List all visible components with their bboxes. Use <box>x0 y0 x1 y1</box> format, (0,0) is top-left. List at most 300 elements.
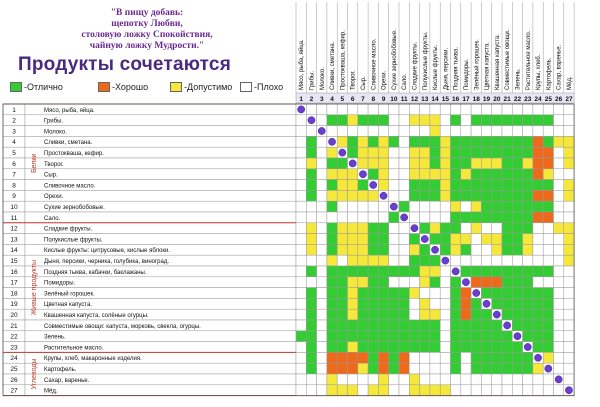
compatibility-cell <box>378 298 388 309</box>
compatibility-cell <box>296 201 306 212</box>
compatibility-cell <box>492 212 502 223</box>
compatibility-cell <box>440 309 450 320</box>
row-number: 9 <box>12 193 16 201</box>
diagonal-dot-icon <box>308 117 315 124</box>
compatibility-cell <box>389 104 399 115</box>
compatibility-cell <box>481 212 491 223</box>
compatibility-cell <box>389 266 399 277</box>
compatibility-cell <box>399 266 409 277</box>
compatibility-cell <box>451 385 461 396</box>
compatibility-cell <box>502 309 512 320</box>
compatibility-cell <box>317 136 327 147</box>
compatibility-cell <box>389 126 399 137</box>
compatibility-cell <box>502 180 512 191</box>
compatibility-cell <box>461 115 471 126</box>
compatibility-cell <box>358 266 368 277</box>
diagonal-dot-icon <box>359 171 366 178</box>
compatibility-cell <box>481 158 491 169</box>
row-label: Мясо, рыба, яйца. <box>44 107 95 114</box>
compatibility-cell <box>481 288 491 299</box>
column-number: 8 <box>371 96 376 103</box>
compatibility-cell <box>543 331 553 342</box>
row-label: Простокваша, кефир. <box>44 151 104 157</box>
row-label: Помидоры. <box>44 280 76 287</box>
row-number: 4 <box>12 139 16 147</box>
compatibility-cell <box>543 266 553 277</box>
compatibility-cell <box>348 223 358 234</box>
compatibility-cell <box>389 374 399 385</box>
compatibility-cell <box>327 126 337 137</box>
compatibility-cell <box>461 374 471 385</box>
compatibility-cell <box>430 298 440 309</box>
compatibility-cell <box>554 352 564 363</box>
compatibility-cell <box>317 309 327 320</box>
column-number: 6 <box>350 96 355 103</box>
column-header-label: Крупы, хлеб. <box>536 54 543 90</box>
compatibility-cell <box>378 180 388 191</box>
compatibility-cell <box>512 190 522 201</box>
compatibility-cell <box>399 115 409 126</box>
compatibility-cell <box>471 309 481 320</box>
compatibility-cell <box>492 320 502 331</box>
compatibility-cell <box>399 331 409 342</box>
compatibility-cell <box>440 223 450 234</box>
compatibility-cell <box>430 223 440 234</box>
compatibility-cell <box>399 169 409 180</box>
compatibility-cell <box>471 136 481 147</box>
row-number: 10 <box>10 204 18 211</box>
compatibility-cell <box>317 320 327 331</box>
compatibility-cell <box>348 126 358 137</box>
compatibility-cell <box>451 136 461 147</box>
compatibility-cell <box>378 136 388 147</box>
compatibility-cell <box>481 385 491 396</box>
compatibility-cell <box>564 190 574 201</box>
compatibility-cell <box>512 201 522 212</box>
compatibility-cell <box>502 223 512 234</box>
compatibility-cell <box>492 374 502 385</box>
compatibility-cell <box>337 223 347 234</box>
compatibility-cell <box>399 223 409 234</box>
column-number: 27 <box>565 96 573 103</box>
compatibility-cell <box>420 115 430 126</box>
compatibility-cell <box>461 104 471 115</box>
compatibility-cell <box>523 104 533 115</box>
compatibility-cell <box>409 320 419 331</box>
compatibility-cell <box>554 277 564 288</box>
compatibility-cell <box>389 331 399 342</box>
compatibility-cell <box>399 234 409 245</box>
compatibility-cell <box>564 180 574 191</box>
compatibility-cell <box>296 190 306 201</box>
diagonal-dot-icon <box>390 203 397 210</box>
compatibility-cell <box>337 201 347 212</box>
diagonal-dot-icon <box>473 289 480 296</box>
column-number: 25 <box>544 96 552 103</box>
compatibility-cell <box>523 158 533 169</box>
compatibility-cell <box>471 244 481 255</box>
compatibility-cell <box>348 190 358 201</box>
compatibility-cell <box>420 158 430 169</box>
compatibility-cell <box>378 158 388 169</box>
compatibility-cell <box>481 342 491 353</box>
diagonal-dot-icon <box>339 149 346 156</box>
quote-line-4: чайную ложку Мудрости." <box>89 41 205 51</box>
compatibility-cell <box>564 234 574 245</box>
compatibility-cell <box>502 212 512 223</box>
compatibility-cell <box>502 136 512 147</box>
compatibility-cell <box>554 115 564 126</box>
compatibility-cell <box>420 223 430 234</box>
compatibility-cell <box>543 115 553 126</box>
compatibility-cell <box>358 223 368 234</box>
compatibility-cell <box>512 298 522 309</box>
compatibility-cell <box>512 309 522 320</box>
compatibility-cell <box>368 320 378 331</box>
quote-line-2: щепотку Любви, <box>111 19 183 29</box>
legend-label-good: -Хорошо <box>112 82 149 92</box>
compatibility-cell <box>358 126 368 137</box>
compatibility-cell <box>409 385 419 396</box>
row-label: Сухие зернобобовые. <box>44 205 105 211</box>
compatibility-cell <box>327 244 337 255</box>
compatibility-cell <box>430 342 440 353</box>
compatibility-cell <box>451 288 461 299</box>
column-number: 16 <box>452 96 460 103</box>
compatibility-cell <box>399 126 409 137</box>
compatibility-cell <box>451 115 461 126</box>
compatibility-cell <box>440 104 450 115</box>
compatibility-cell <box>368 244 378 255</box>
row-label: Орехи. <box>44 194 64 201</box>
compatibility-cell <box>533 190 543 201</box>
compatibility-cell <box>523 190 533 201</box>
compatibility-cell <box>337 298 347 309</box>
compatibility-cell <box>564 115 574 126</box>
compatibility-cell <box>389 212 399 223</box>
compatibility-cell <box>399 158 409 169</box>
compatibility-cell <box>492 223 502 234</box>
group-label: Углеводы <box>31 358 38 390</box>
row-label: Кислые фрукты: цитрусовые, кислые яблоки. <box>44 248 171 255</box>
compatibility-cell <box>378 363 388 374</box>
compatibility-cell <box>481 244 491 255</box>
compatibility-cell <box>451 255 461 266</box>
compatibility-cell <box>337 244 347 255</box>
compatibility-cell <box>502 266 512 277</box>
compatibility-cell <box>337 158 347 169</box>
compatibility-cell <box>296 298 306 309</box>
compatibility-cell <box>368 266 378 277</box>
compatibility-cell <box>409 331 419 342</box>
compatibility-cell <box>502 190 512 201</box>
compatibility-cell <box>378 277 388 288</box>
compatibility-cell <box>420 374 430 385</box>
compatibility-cell <box>389 234 399 245</box>
compatibility-cell <box>358 180 368 191</box>
compatibility-cell <box>358 255 368 266</box>
row-number: 19 <box>10 301 18 309</box>
compatibility-cell <box>368 212 378 223</box>
compatibility-cell <box>399 342 409 353</box>
compatibility-cell <box>399 190 409 201</box>
column-header-label: Картофель. <box>546 57 553 90</box>
compatibility-cell <box>512 158 522 169</box>
compatibility-cell <box>358 115 368 126</box>
compatibility-cell <box>409 126 419 137</box>
compatibility-cell <box>296 126 306 137</box>
compatibility-cell <box>564 255 574 266</box>
column-number: 3 <box>319 96 324 103</box>
compatibility-cell <box>471 277 481 288</box>
compatibility-cell <box>554 223 564 234</box>
compatibility-cell <box>296 147 306 158</box>
compatibility-cell <box>481 277 491 288</box>
compatibility-cell <box>461 331 471 342</box>
compatibility-cell <box>512 342 522 353</box>
compatibility-cell <box>337 266 347 277</box>
compatibility-cell <box>451 374 461 385</box>
compatibility-cell <box>471 266 481 277</box>
compatibility-cell <box>327 309 337 320</box>
compatibility-cell <box>317 352 327 363</box>
compatibility-cell <box>451 212 461 223</box>
compatibility-cell <box>317 288 327 299</box>
compatibility-cell <box>533 104 543 115</box>
compatibility-cell <box>348 234 358 245</box>
compatibility-cell <box>317 180 327 191</box>
compatibility-cell <box>399 136 409 147</box>
compatibility-cell <box>430 288 440 299</box>
row-label: Сыр. <box>44 172 58 179</box>
compatibility-cell <box>378 352 388 363</box>
compatibility-cell <box>378 244 388 255</box>
compatibility-cell <box>409 363 419 374</box>
compatibility-cell <box>471 331 481 342</box>
compatibility-cell <box>368 234 378 245</box>
compatibility-cell <box>306 342 316 353</box>
compatibility-cell <box>492 201 502 212</box>
compatibility-cell <box>430 255 440 266</box>
compatibility-cell <box>461 147 471 158</box>
compatibility-cell <box>337 320 347 331</box>
compatibility-cell <box>492 180 502 191</box>
column-header-label: Растительное масло. <box>525 30 532 90</box>
compatibility-cell <box>451 363 461 374</box>
compatibility-cell <box>512 115 522 126</box>
compatibility-cell <box>296 385 306 396</box>
compatibility-cell <box>317 147 327 158</box>
compatibility-cell <box>348 104 358 115</box>
compatibility-cell <box>502 201 512 212</box>
compatibility-cell <box>533 266 543 277</box>
compatibility-cell <box>378 255 388 266</box>
compatibility-cell <box>327 342 337 353</box>
compatibility-cell <box>358 147 368 158</box>
row-label-cell <box>25 212 296 223</box>
compatibility-cell <box>492 255 502 266</box>
compatibility-cell <box>327 190 337 201</box>
compatibility-cell <box>337 309 347 320</box>
compatibility-cell <box>492 136 502 147</box>
compatibility-cell <box>471 104 481 115</box>
compatibility-cell <box>296 115 306 126</box>
compatibility-cell <box>554 255 564 266</box>
compatibility-cell <box>502 298 512 309</box>
compatibility-cell <box>368 136 378 147</box>
compatibility-cell <box>378 385 388 396</box>
compatibility-cell <box>533 288 543 299</box>
compatibility-cell <box>420 309 430 320</box>
column-number: 20 <box>493 96 501 103</box>
diagonal-dot-icon <box>483 300 490 307</box>
compatibility-cell <box>389 385 399 396</box>
row-label: Молоко. <box>44 129 67 136</box>
compatibility-cell <box>471 363 481 374</box>
compatibility-cell <box>533 212 543 223</box>
compatibility-cell <box>471 342 481 353</box>
row-number: 20 <box>10 312 18 319</box>
compatibility-cell <box>440 169 450 180</box>
compatibility-cell <box>430 180 440 191</box>
compatibility-cell <box>564 223 574 234</box>
diagonal-dot-icon <box>318 127 325 134</box>
group-label: Живые продукты <box>31 259 38 316</box>
compatibility-cell <box>440 288 450 299</box>
compatibility-cell <box>358 309 368 320</box>
row-number: 13 <box>10 236 18 244</box>
compatibility-cell <box>492 244 502 255</box>
compatibility-cell <box>296 342 306 353</box>
compatibility-cell <box>512 277 522 288</box>
diagonal-dot-icon <box>462 279 469 286</box>
compatibility-cell <box>317 385 327 396</box>
compatibility-cell <box>358 298 368 309</box>
compatibility-cell <box>461 126 471 137</box>
compatibility-cell <box>554 298 564 309</box>
column-number: 11 <box>400 96 408 103</box>
compatibility-cell <box>337 277 347 288</box>
compatibility-cell <box>564 158 574 169</box>
row-number: 3 <box>12 128 16 136</box>
compatibility-cell <box>523 309 533 320</box>
compatibility-cell <box>327 266 337 277</box>
compatibility-cell <box>440 136 450 147</box>
row-label: Творог. <box>44 161 64 168</box>
compatibility-cell <box>554 169 564 180</box>
compatibility-cell <box>481 147 491 158</box>
compatibility-cell <box>358 212 368 223</box>
compatibility-cell <box>348 352 358 363</box>
compatibility-cell <box>481 223 491 234</box>
row-label: Мёд. <box>44 388 58 395</box>
row-label: Крупы, хлеб, макаронные изделия. <box>44 356 142 363</box>
compatibility-cell <box>409 147 419 158</box>
compatibility-cell <box>358 342 368 353</box>
compatibility-cell <box>399 244 409 255</box>
compatibility-cell <box>409 277 419 288</box>
compatibility-cell <box>337 288 347 299</box>
diagonal-dot-icon <box>298 106 305 113</box>
compatibility-cell <box>430 212 440 223</box>
compatibility-cell <box>368 126 378 137</box>
compatibility-cell <box>461 385 471 396</box>
compatibility-cell <box>451 342 461 353</box>
row-label-cell <box>25 190 296 201</box>
compatibility-cell <box>471 234 481 245</box>
compatibility-cell <box>296 136 306 147</box>
compatibility-cell <box>368 288 378 299</box>
compatibility-cell <box>492 385 502 396</box>
compatibility-cell <box>348 115 358 126</box>
compatibility-cell <box>327 385 337 396</box>
page-title: Продукты сочетаются <box>18 54 231 75</box>
compatibility-cell <box>409 255 419 266</box>
compatibility-cell <box>306 288 316 299</box>
compatibility-cell <box>378 212 388 223</box>
compatibility-cell <box>358 136 368 147</box>
compatibility-cell <box>337 363 347 374</box>
compatibility-cell <box>461 320 471 331</box>
compatibility-cell <box>492 298 502 309</box>
compatibility-cell <box>296 309 306 320</box>
row-number: 12 <box>10 225 18 233</box>
compatibility-cell <box>420 363 430 374</box>
compatibility-cell <box>327 234 337 245</box>
compatibility-cell <box>481 234 491 245</box>
compatibility-cell <box>554 244 564 255</box>
column-number: 22 <box>513 96 522 103</box>
compatibility-cell <box>451 147 461 158</box>
compatibility-cell <box>368 363 378 374</box>
compatibility-cell <box>327 352 337 363</box>
compatibility-cell <box>543 136 553 147</box>
row-label: Картофель. <box>44 367 77 373</box>
compatibility-cell <box>512 104 522 115</box>
compatibility-cell <box>430 331 440 342</box>
compatibility-cell <box>512 255 522 266</box>
compatibility-cell <box>554 234 564 245</box>
compatibility-cell <box>461 234 471 245</box>
compatibility-cell <box>492 115 502 126</box>
legend-label-bad: -Плохо <box>254 82 284 92</box>
compatibility-cell <box>564 147 574 158</box>
row-number: 16 <box>10 268 18 276</box>
compatibility-cell <box>533 255 543 266</box>
column-header-label: Поздняя тыква. <box>453 47 460 90</box>
compatibility-cell <box>451 104 461 115</box>
compatibility-cell <box>306 147 316 158</box>
compatibility-cell <box>471 190 481 201</box>
compatibility-cell <box>420 385 430 396</box>
column-header-label: Простокваша, кефир. <box>340 30 347 90</box>
compatibility-cell <box>399 255 409 266</box>
row-number: 5 <box>12 150 16 157</box>
compatibility-cell <box>564 309 574 320</box>
compatibility-cell <box>306 190 316 201</box>
compatibility-cell <box>461 212 471 223</box>
compatibility-cell <box>502 169 512 180</box>
column-number: 14 <box>431 96 439 103</box>
compatibility-cell <box>409 115 419 126</box>
compatibility-cell <box>512 288 522 299</box>
compatibility-cell <box>512 180 522 191</box>
compatibility-cell <box>481 190 491 201</box>
compatibility-cell <box>327 223 337 234</box>
compatibility-cell <box>543 374 553 385</box>
compatibility-cell <box>348 288 358 299</box>
compatibility-cell <box>523 277 533 288</box>
